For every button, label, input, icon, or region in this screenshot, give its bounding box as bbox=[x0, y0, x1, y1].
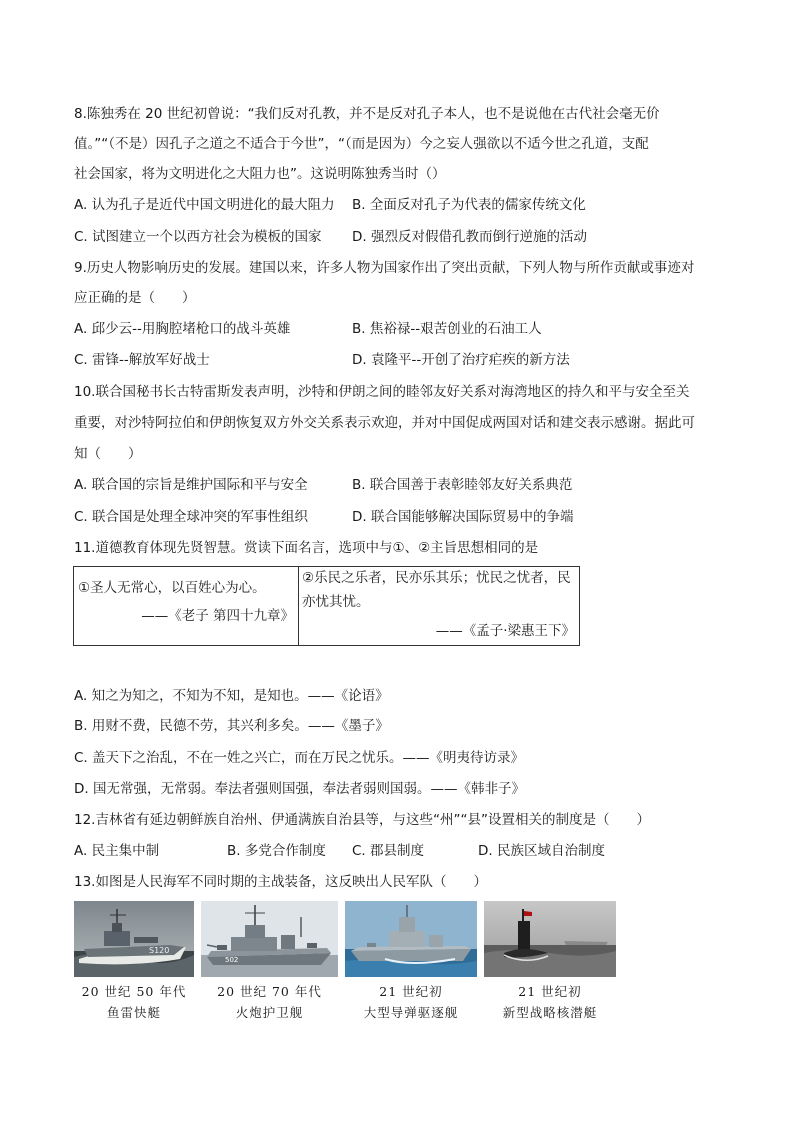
q12-option-d[interactable]: D. 民族区域自治制度 bbox=[478, 843, 605, 859]
ship-photo-strip bbox=[74, 901, 619, 1021]
ship-hull-number-s120: S120 bbox=[149, 946, 170, 955]
q10-option-d[interactable]: D. 联合国能够解决国际贸易中的争端 bbox=[352, 509, 574, 525]
ship-photo-torpedo-boat bbox=[74, 901, 194, 977]
q9-option-c[interactable]: C. 雷锋--解放军好战士 bbox=[74, 352, 210, 368]
quote-table bbox=[73, 566, 580, 646]
ship-era-submarine: 21 世纪初 bbox=[518, 984, 582, 999]
q11-option-d[interactable]: D. 国无常强，无常弱。奉法者强则国强，奉法者弱则国弱。——《韩非子》 bbox=[74, 781, 525, 797]
quote-mencius-text-line2: 亦忧其忧。 bbox=[302, 594, 370, 610]
q10-option-c[interactable]: C. 联合国是处理全球冲突的军事性组织 bbox=[74, 509, 309, 525]
ship-name-submarine: 新型战略核潜艇 bbox=[502, 1005, 598, 1020]
q12-option-c[interactable]: C. 郡县制度 bbox=[352, 843, 425, 859]
q8-option-a[interactable]: A. 认为孔子是近代中国文明进化的最大阻力 bbox=[74, 197, 335, 213]
q8-stem-line3: 社会国家，将为文明进化之大阻力也”。这说明陈独秀当时（） bbox=[74, 166, 446, 182]
ship-photo-destroyer bbox=[345, 901, 477, 977]
ship-photo-submarine bbox=[484, 901, 616, 977]
q10-option-b[interactable]: B. 联合国善于表彰睦邻友好关系典范 bbox=[352, 477, 573, 493]
q10-option-a[interactable]: A. 联合国的宗旨是维护国际和平与安全 bbox=[74, 477, 308, 493]
q11-stem: 11.道德教育体现先贤智慧。赏读下面名言，选项中与①、②主旨思想相同的是 bbox=[74, 540, 539, 556]
q10-stem-line3: 知（ ） bbox=[74, 446, 142, 462]
q12-stem: 12.吉林省有延边朝鲜族自治州、伊通满族自治县等，与这些“州”“县”设置相关的制度是（ ） bbox=[74, 812, 650, 828]
q11-option-c[interactable]: C. 盖天下之治乱，不在一姓之兴亡，而在万民之忧乐。——《明夷待访录》 bbox=[74, 750, 525, 766]
q9-option-a[interactable]: A. 邱少云--用胸腔堵枪口的战斗英雄 bbox=[74, 321, 291, 337]
quote-cell-mencius bbox=[299, 567, 579, 645]
quote-mencius-source: ——《孟子·梁惠王下》 bbox=[435, 623, 575, 639]
ship-era-frigate: 20 世纪 70 年代 bbox=[217, 984, 322, 999]
q12-option-b[interactable]: B. 多党合作制度 bbox=[227, 843, 326, 859]
q13-stem: 13.如图是人民海军不同时期的主战装备，这反映出人民军队（ ） bbox=[74, 874, 487, 890]
ship-caption-torpedo-boat bbox=[74, 981, 194, 1023]
q8-stem-line2: 值。”“（不是）因孔子之道之不适合于今世”，“（而是因为）今之妄人强欲以不适今世之孔道，支配 bbox=[74, 136, 649, 152]
ship-photo-frigate bbox=[201, 901, 338, 977]
quote-laozi-source: ——《老子 第四十九章》 bbox=[141, 608, 294, 624]
ship-hull-number-502: 502 bbox=[225, 956, 239, 964]
q9-stem-line2: 应正确的是（ ） bbox=[74, 290, 196, 306]
ship-caption-destroyer bbox=[345, 981, 477, 1023]
ship-name-torpedo-boat: 鱼雷快艇 bbox=[106, 1005, 161, 1020]
q11-option-b[interactable]: B. 用财不费，民德不劳，其兴利多矣。——《墨子》 bbox=[74, 718, 389, 734]
q8-option-b[interactable]: B. 全面反对孔子为代表的儒家传统文化 bbox=[352, 197, 586, 213]
q10-stem-line2: 重要，对沙特阿拉伯和伊朗恢复双方外交关系表示欢迎，并对中国促成两国对话和建交表示感谢。据此可 bbox=[74, 415, 695, 431]
ship-name-frigate: 火炮护卫舰 bbox=[235, 1005, 304, 1020]
q12-option-a[interactable]: A. 民主集中制 bbox=[74, 843, 160, 859]
ship-era-destroyer: 21 世纪初 bbox=[379, 984, 443, 999]
ship-era-torpedo-boat: 20 世纪 50 年代 bbox=[81, 984, 187, 999]
ship-name-destroyer: 大型导弹驱逐舰 bbox=[363, 1005, 459, 1020]
quote-laozi-text: ①圣人无常心，以百姓心为心。 bbox=[78, 580, 266, 596]
ship-caption-submarine bbox=[484, 981, 616, 1023]
ship-caption-frigate bbox=[201, 981, 338, 1023]
q9-option-d[interactable]: D. 袁隆平--开创了治疗疟疾的新方法 bbox=[352, 352, 570, 368]
q8-option-d[interactable]: D. 强烈反对假借孔教而倒行逆施的活动 bbox=[352, 229, 587, 245]
q9-stem-line1: 9.历史人物影响历史的发展。建国以来，许多人物为国家作出了突出贡献，下列人物与所作贡献或事迹对 bbox=[74, 260, 695, 276]
q9-option-b[interactable]: B. 焦裕禄--艰苦创业的石油工人 bbox=[352, 321, 542, 337]
q10-stem-line1: 10.联合国秘书长古特雷斯发表声明，沙特和伊朗之间的睦邻友好关系对海湾地区的持久和平与安全至关 bbox=[74, 384, 690, 400]
q11-option-a[interactable]: A. 知之为知之，不知为不知，是知也。——《论语》 bbox=[74, 688, 389, 704]
q8-stem-line1: 8.陈独秀在 20 世纪初曾说：“我们反对孔教，并不是反对孔子本人，也不是说他在古代社会毫无价 bbox=[74, 106, 660, 122]
quote-cell-laozi bbox=[74, 567, 299, 645]
q8-option-c[interactable]: C. 试图建立一个以西方社会为模板的国家 bbox=[74, 229, 322, 245]
quote-mencius-text-line1: ②乐民之乐者，民亦乐其乐；忧民之忧者，民 bbox=[302, 570, 571, 586]
